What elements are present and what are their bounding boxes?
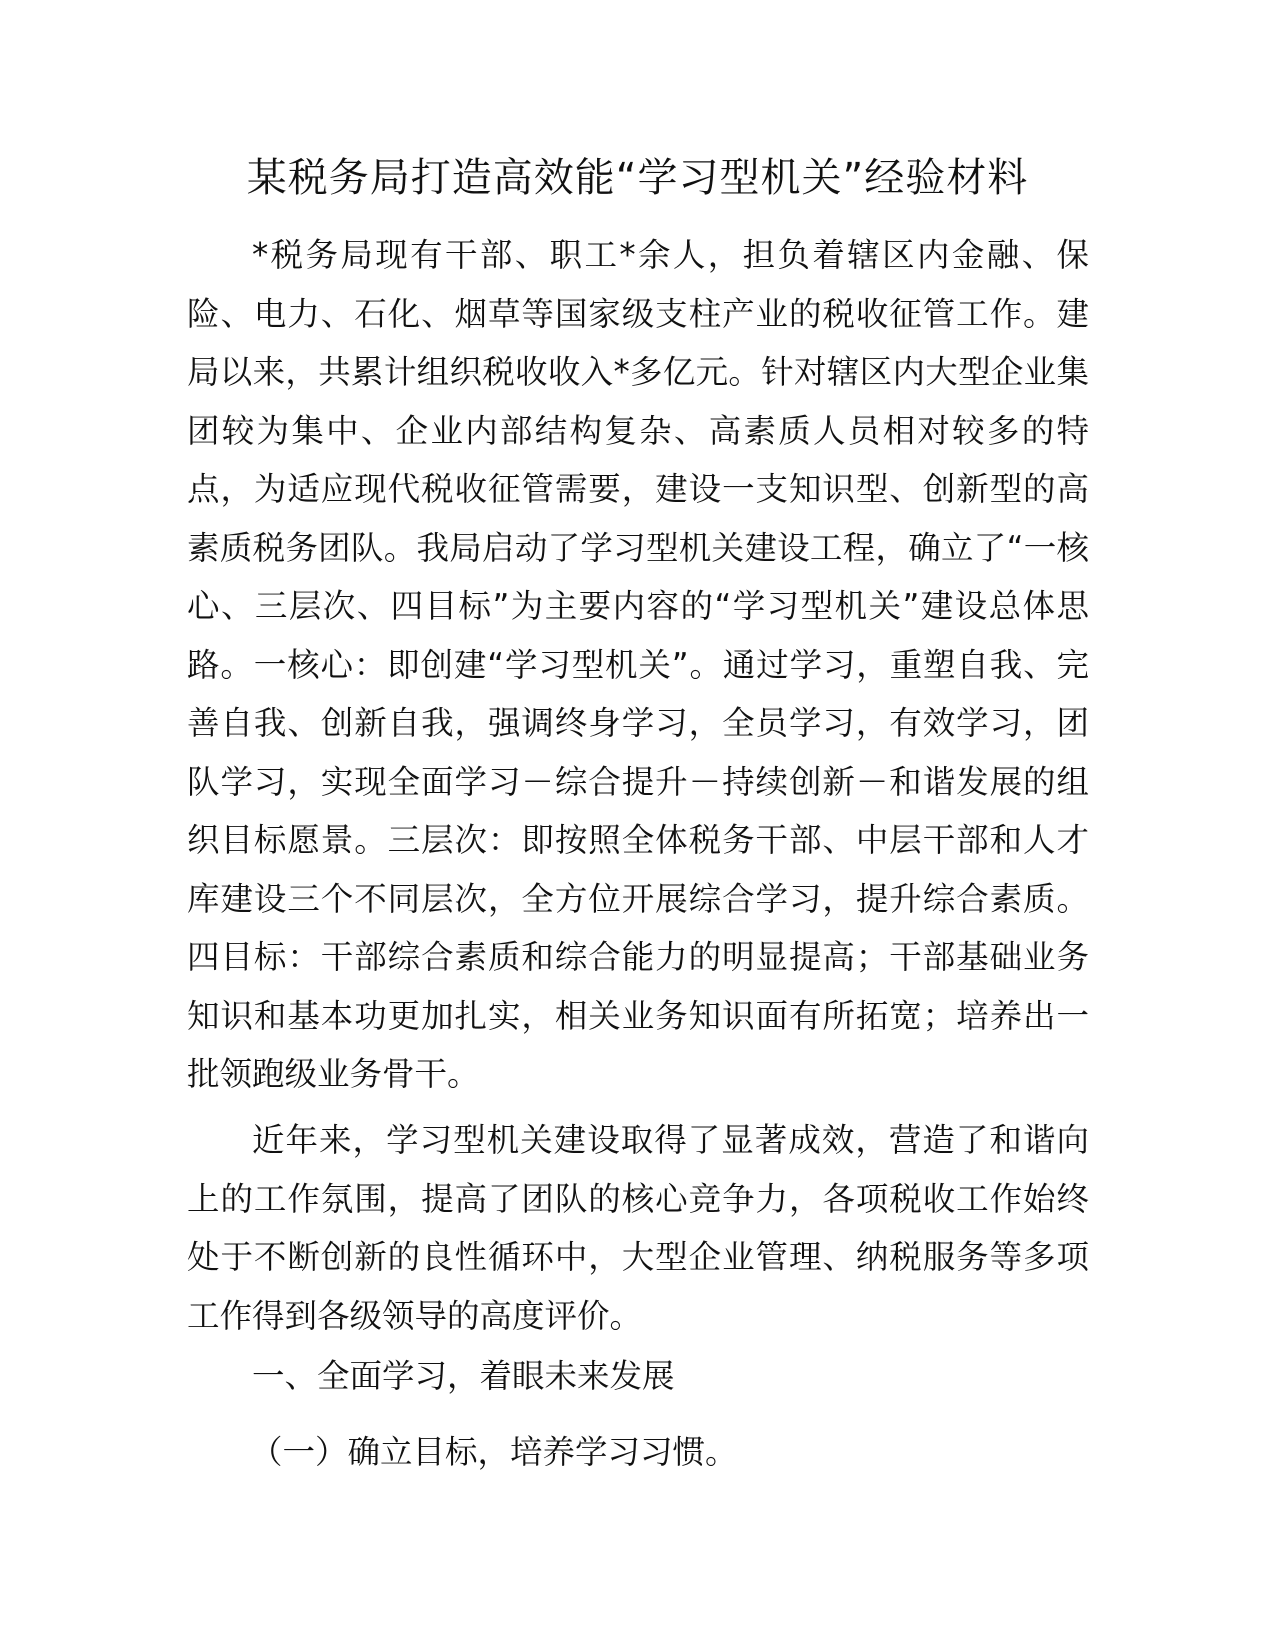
paragraph-results: 近年来，学习型机关建设取得了显著成效，营造了和谐向上的工作氛围，提高了团队的核心竞争力，各项税收工作始终处于不断创新的良性循环中，大型企业管理、纳税服务等多项工作得到各级领导的高度评价。 [187,1121,1089,1335]
section-heading: 一、全面学习，着眼未来发展 [252,1357,675,1395]
paragraph-intro: *税务局现有干部、职工*余人，担负着辖区内金融、保险、电力、石化、烟草等国家级支柱产业的税收征管工作。建局以来，共累计组织税收收入*多亿元。针对辖区内大型企业集团较为集中、企业内部结构复杂、高素质人员相对较多的特点，为适应现代税收征管需要，建设一支知识型、创新型的高素质税务团队。我局启动了学习型机关建设工程，确立了“一核心、三层次、四目标”为主要内容的“学习型机关”建设总体思路。一核心：即创建“学习型机关”。通过学习，重塑自我、完善自我、创新自我，强调终身学习，全员学习，有效学习，团队学习，实现全面学习－综合提升－持续创新－和谐发展的组织目标愿景。三层次：即按照全体税务干部、中层干部和人才库建设三个不同层次，全方位开展综合学习，提升综合素质。四目标：干部综合素质和综合能力的明显提高；干部基础业务知识和基本功更加扎实，相关业务知识面有所拓宽；培养出一批领跑级业务骨干。 [187,236,1089,1093]
subsection-heading: （一）确立目标，培养学习习惯。 [250,1433,738,1471]
document-title: 某税务局打造高效能“学习型机关”经验材料 [246,155,1029,201]
